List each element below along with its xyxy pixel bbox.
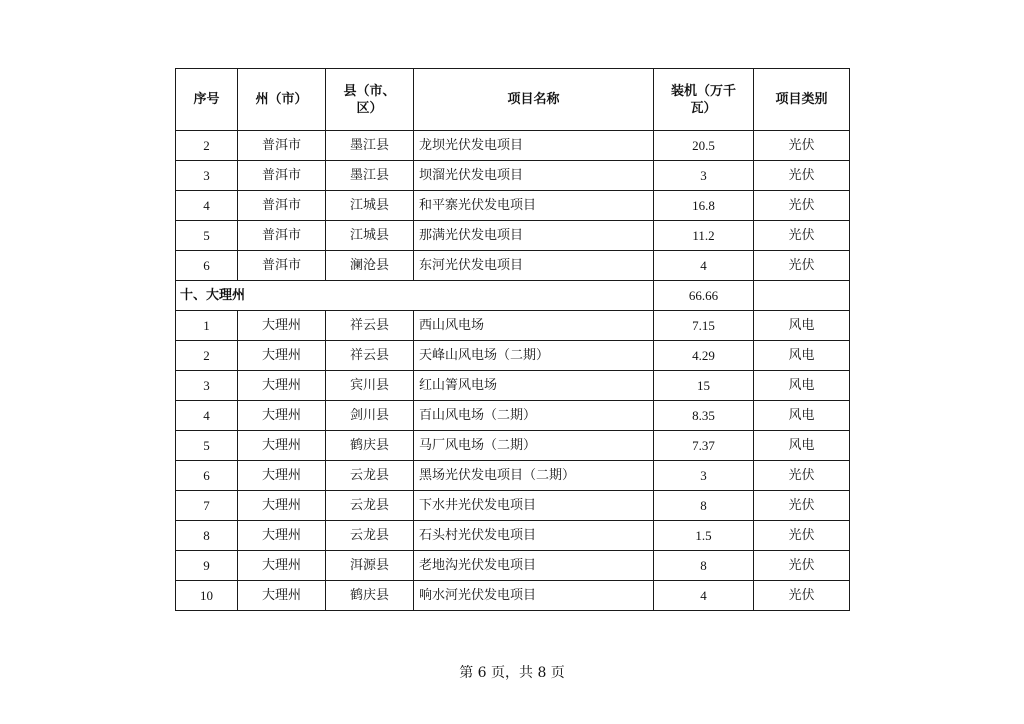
cell-seq: 1 — [176, 311, 238, 341]
cell-seq: 8 — [176, 521, 238, 551]
cell-county: 祥云县 — [326, 311, 414, 341]
cell-seq: 2 — [176, 131, 238, 161]
cell-seq: 3 — [176, 161, 238, 191]
cell-project-name: 红山箐风电场 — [414, 371, 654, 401]
cell-seq: 4 — [176, 401, 238, 431]
table-row — [176, 581, 850, 611]
cell-prefecture: 大理州 — [238, 521, 326, 551]
header-seq: 序号 — [176, 69, 238, 131]
cell-county: 墨江县 — [326, 161, 414, 191]
cell-prefecture: 大理州 — [238, 581, 326, 611]
table-row — [176, 521, 850, 551]
cell-capacity: 8 — [654, 551, 754, 581]
cell-project-name: 下水井光伏发电项目 — [414, 491, 654, 521]
cell-capacity: 4 — [654, 251, 754, 281]
cell-prefecture: 普洱市 — [238, 131, 326, 161]
cell-type: 风电 — [754, 401, 850, 431]
header-capacity-label: 装机（万千瓦） — [670, 83, 736, 116]
cell-prefecture: 普洱市 — [238, 191, 326, 221]
cell-project-name: 西山风电场 — [414, 311, 654, 341]
table-row — [176, 221, 850, 251]
cell-capacity: 4.29 — [654, 341, 754, 371]
cell-prefecture: 大理州 — [238, 431, 326, 461]
cell-type: 光伏 — [754, 191, 850, 221]
table-row — [176, 371, 850, 401]
table-body — [176, 131, 850, 611]
cell-capacity: 8.35 — [654, 401, 754, 431]
table-row — [176, 131, 850, 161]
cell-seq: 6 — [176, 461, 238, 491]
section-row-dali — [176, 281, 850, 311]
cell-capacity: 3 — [654, 161, 754, 191]
cell-seq: 6 — [176, 251, 238, 281]
cell-capacity: 11.2 — [654, 221, 754, 251]
cell-county: 云龙县 — [326, 521, 414, 551]
table-row — [176, 401, 850, 431]
cell-county: 江城县 — [326, 191, 414, 221]
cell-prefecture: 大理州 — [238, 401, 326, 431]
cell-prefecture: 大理州 — [238, 371, 326, 401]
cell-project-name: 响水河光伏发电项目 — [414, 581, 654, 611]
cell-prefecture: 大理州 — [238, 491, 326, 521]
cell-project-name: 天峰山风电场（二期） — [414, 341, 654, 371]
cell-capacity: 16.8 — [654, 191, 754, 221]
cell-type: 风电 — [754, 371, 850, 401]
cell-type: 光伏 — [754, 161, 850, 191]
cell-county: 剑川县 — [326, 401, 414, 431]
cell-project-name: 龙坝光伏发电项目 — [414, 131, 654, 161]
cell-capacity: 4 — [654, 581, 754, 611]
cell-capacity: 3 — [654, 461, 754, 491]
header-prefecture: 州（市） — [238, 69, 326, 131]
cell-project-name: 马厂风电场（二期） — [414, 431, 654, 461]
header-county — [326, 69, 414, 131]
cell-county: 祥云县 — [326, 341, 414, 371]
cell-type: 光伏 — [754, 521, 850, 551]
table-row — [176, 341, 850, 371]
cell-type: 光伏 — [754, 461, 850, 491]
cell-seq: 10 — [176, 581, 238, 611]
section-type-empty — [754, 281, 850, 311]
cell-seq: 5 — [176, 221, 238, 251]
cell-county: 鹤庆县 — [326, 581, 414, 611]
cell-type: 风电 — [754, 431, 850, 461]
cell-type: 光伏 — [754, 131, 850, 161]
project-table — [175, 68, 850, 611]
cell-county: 鹤庆县 — [326, 431, 414, 461]
table-row — [176, 311, 850, 341]
table-row — [176, 431, 850, 461]
cell-type: 光伏 — [754, 251, 850, 281]
cell-type: 光伏 — [754, 221, 850, 251]
page-footer: 第 6 页，共 8 页 — [459, 665, 565, 681]
cell-county: 洱源县 — [326, 551, 414, 581]
cell-prefecture: 普洱市 — [238, 251, 326, 281]
table-row — [176, 191, 850, 221]
cell-type: 光伏 — [754, 491, 850, 521]
cell-type: 光伏 — [754, 551, 850, 581]
cell-capacity: 7.15 — [654, 311, 754, 341]
table-row — [176, 161, 850, 191]
cell-capacity: 15 — [654, 371, 754, 401]
cell-project-name: 百山风电场（二期） — [414, 401, 654, 431]
table-header — [176, 69, 850, 131]
cell-project-name: 和平寨光伏发电项目 — [414, 191, 654, 221]
cell-seq: 3 — [176, 371, 238, 401]
cell-project-name: 东河光伏发电项目 — [414, 251, 654, 281]
cell-project-name: 坝溜光伏发电项目 — [414, 161, 654, 191]
cell-prefecture: 大理州 — [238, 341, 326, 371]
cell-project-name: 石头村光伏发电项目 — [414, 521, 654, 551]
cell-seq: 4 — [176, 191, 238, 221]
cell-seq: 5 — [176, 431, 238, 461]
cell-prefecture: 普洱市 — [238, 161, 326, 191]
cell-type: 风电 — [754, 341, 850, 371]
header-row — [176, 69, 850, 131]
cell-county: 云龙县 — [326, 491, 414, 521]
section-total: 66.66 — [654, 281, 754, 311]
cell-project-name: 黑场光伏发电项目（二期） — [414, 461, 654, 491]
table-row — [176, 251, 850, 281]
table-row — [176, 461, 850, 491]
table-row — [176, 491, 850, 521]
cell-county: 澜沧县 — [326, 251, 414, 281]
table-row — [176, 551, 850, 581]
header-project-name: 项目名称 — [414, 69, 654, 131]
cell-seq: 2 — [176, 341, 238, 371]
cell-prefecture: 大理州 — [238, 311, 326, 341]
cell-county: 云龙县 — [326, 461, 414, 491]
cell-project-name: 那满光伏发电项目 — [414, 221, 654, 251]
cell-prefecture: 普洱市 — [238, 221, 326, 251]
cell-capacity: 8 — [654, 491, 754, 521]
cell-type: 风电 — [754, 311, 850, 341]
cell-county: 墨江县 — [326, 131, 414, 161]
cell-project-name: 老地沟光伏发电项目 — [414, 551, 654, 581]
cell-seq: 7 — [176, 491, 238, 521]
cell-capacity: 7.37 — [654, 431, 754, 461]
cell-prefecture: 大理州 — [238, 461, 326, 491]
header-type: 项目类别 — [754, 69, 850, 131]
section-title: 十、大理州 — [176, 281, 654, 311]
cell-seq: 9 — [176, 551, 238, 581]
cell-capacity: 1.5 — [654, 521, 754, 551]
cell-capacity: 20.5 — [654, 131, 754, 161]
header-capacity — [654, 69, 754, 131]
cell-county: 宾川县 — [326, 371, 414, 401]
header-county-label: 县（市、区） — [343, 83, 396, 116]
cell-county: 江城县 — [326, 221, 414, 251]
cell-prefecture: 大理州 — [238, 551, 326, 581]
cell-type: 光伏 — [754, 581, 850, 611]
